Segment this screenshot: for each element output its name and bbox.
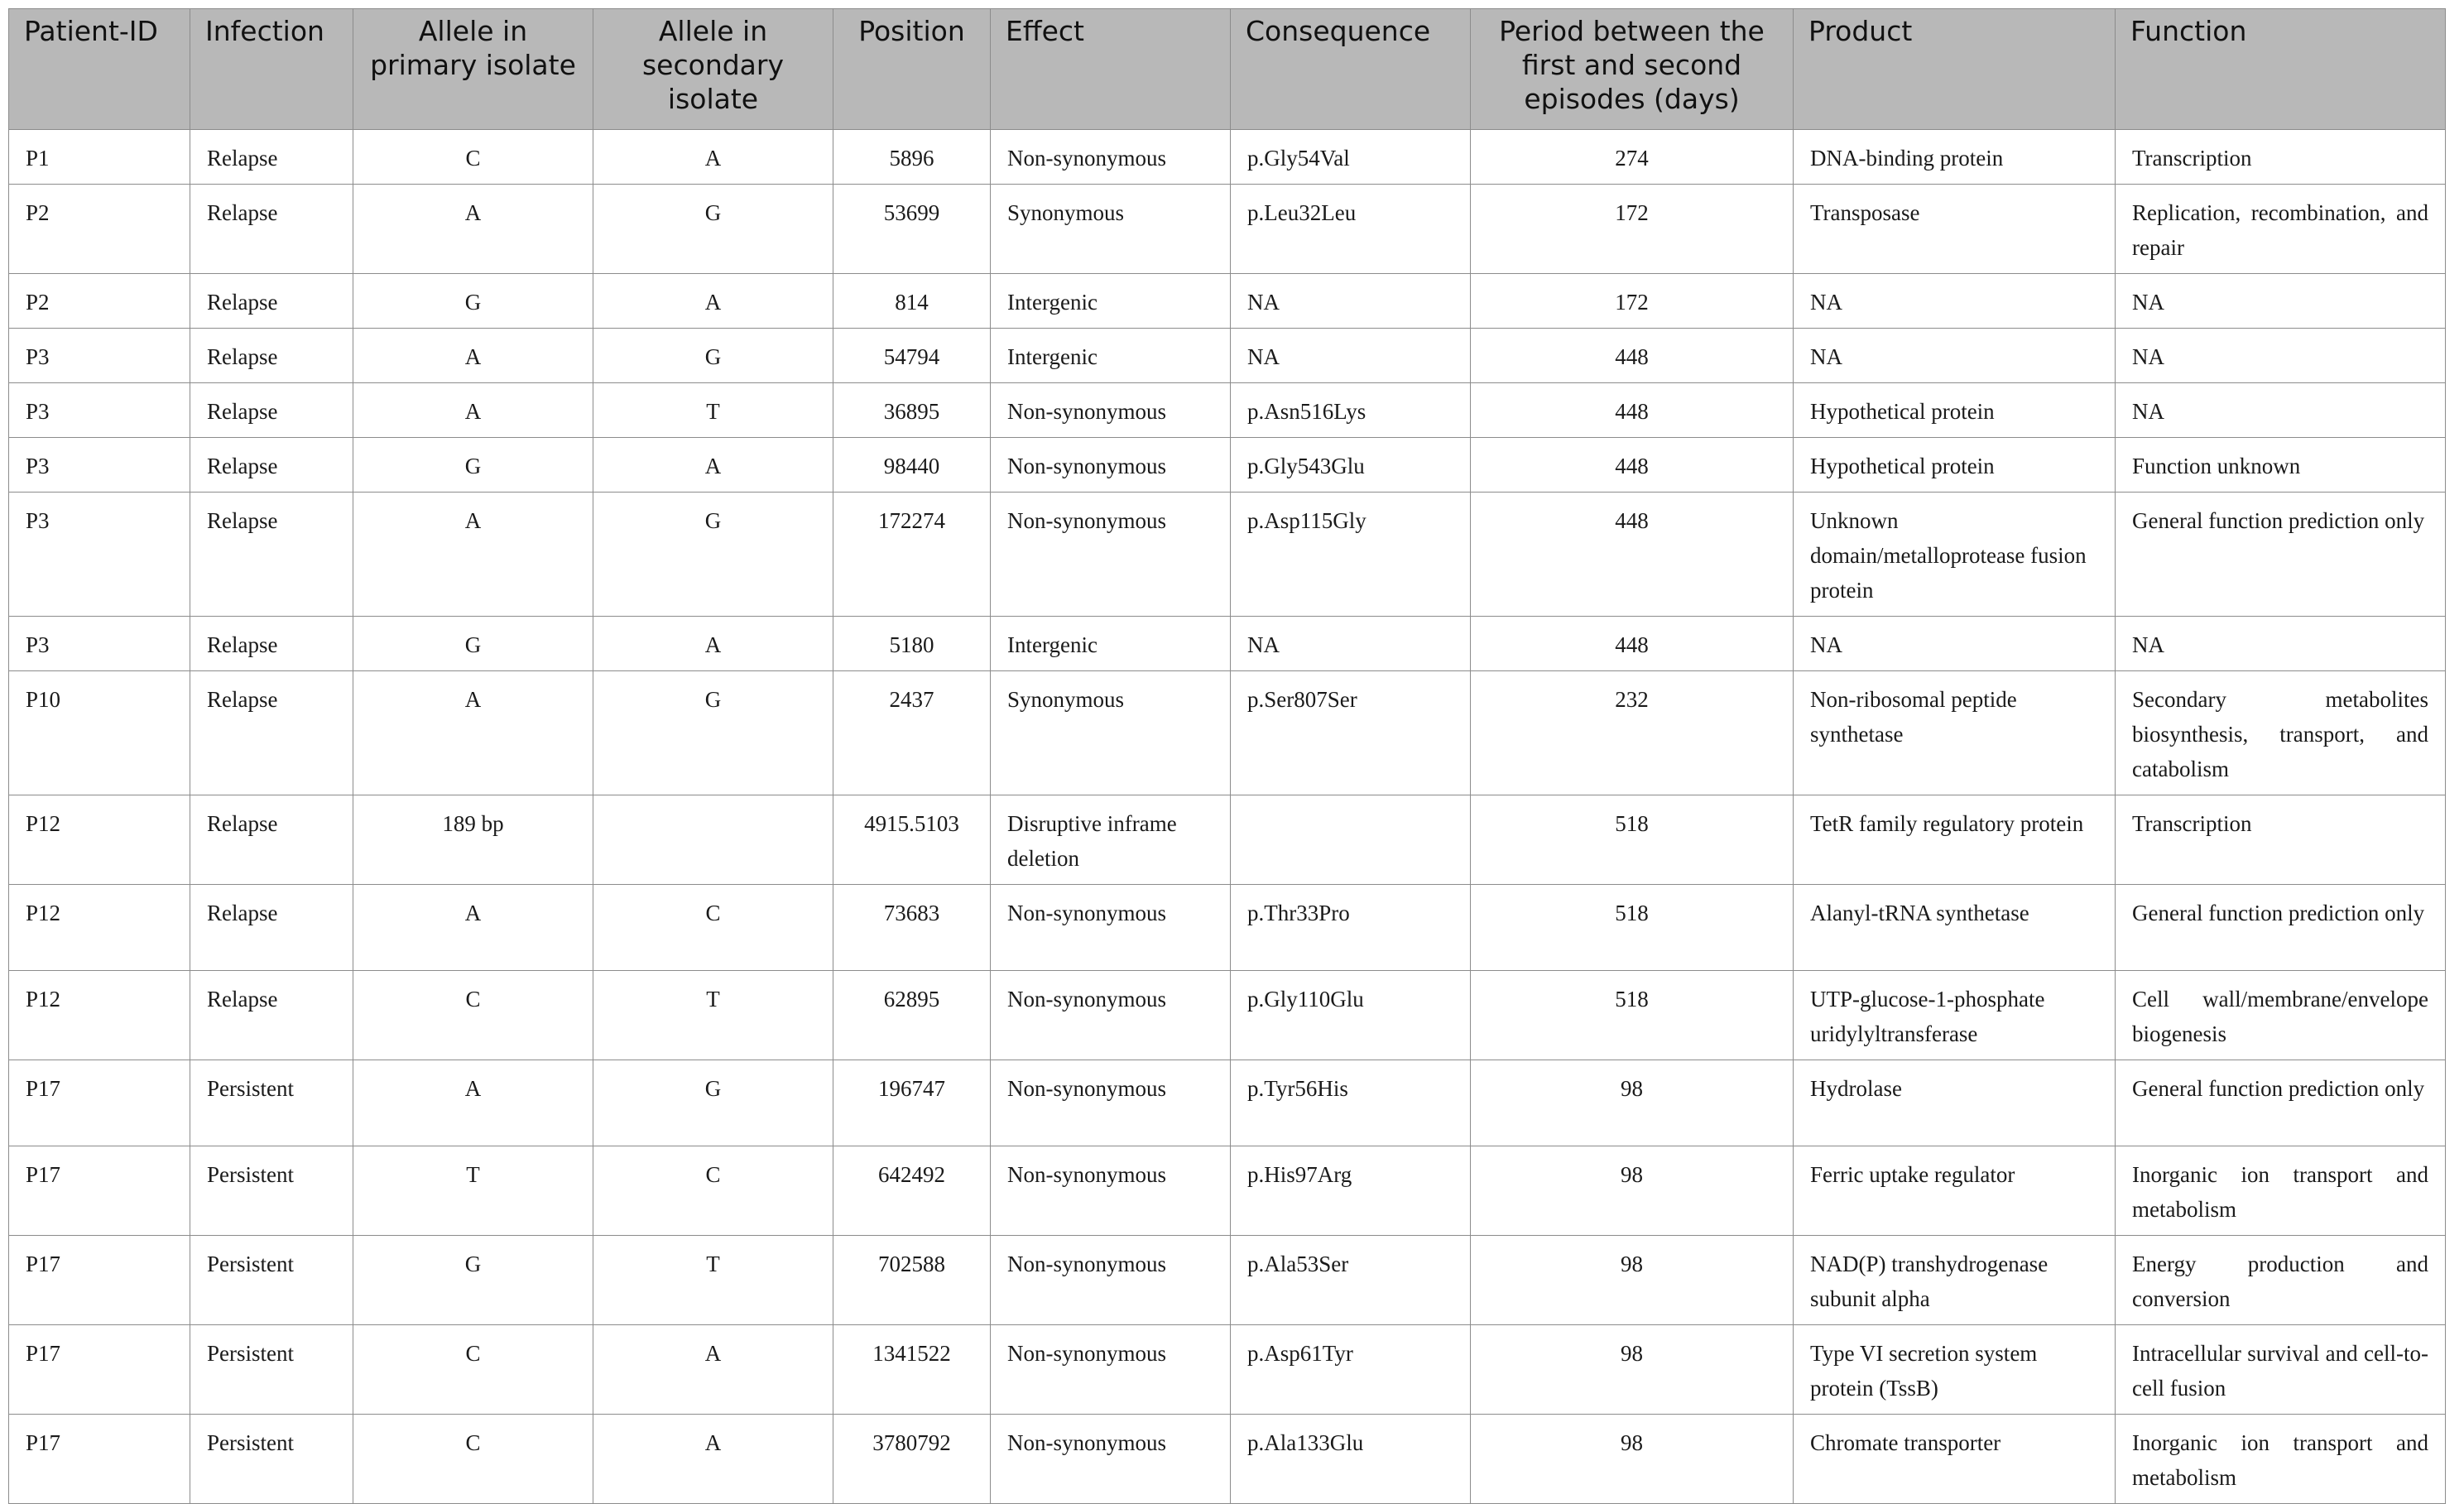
cell-infection: Relapse (190, 185, 353, 274)
cell-position: 814 (833, 274, 991, 329)
header-function: Function (2116, 9, 2446, 130)
cell-position: 172274 (833, 493, 991, 617)
cell-function: Function unknown (2116, 438, 2446, 493)
cell-position: 5180 (833, 617, 991, 671)
header-infection: Infection (190, 9, 353, 130)
cell-patient-id: P17 (9, 1146, 190, 1236)
cell-consequence (1231, 795, 1471, 885)
cell-consequence: p.Thr33Pro (1231, 885, 1471, 971)
header-consequence: Consequence (1231, 9, 1471, 130)
cell-allele-secondary: A (593, 1415, 833, 1504)
cell-position: 36895 (833, 383, 991, 438)
table-row (9, 671, 2446, 795)
cell-infection: Persistent (190, 1060, 353, 1146)
cell-position: 2437 (833, 671, 991, 795)
header-allele-secondary: Allele in secondary isolate (593, 9, 833, 130)
cell-allele-secondary: C (593, 1146, 833, 1236)
header-product: Product (1794, 9, 2116, 130)
cell-position: 4915.5103 (833, 795, 991, 885)
cell-consequence: p.Tyr56His (1231, 1060, 1471, 1146)
table-row (9, 274, 2446, 329)
cell-position: 98440 (833, 438, 991, 493)
cell-period: 98 (1471, 1060, 1794, 1146)
cell-effect: Non-synonymous (991, 1060, 1231, 1146)
cell-function: General function prediction only (2116, 493, 2446, 617)
cell-allele-primary: A (353, 185, 593, 274)
cell-consequence: p.Asp61Tyr (1231, 1325, 1471, 1415)
cell-allele-primary: 189 bp (353, 795, 593, 885)
table-row (9, 493, 2446, 617)
table-row (9, 617, 2446, 671)
cell-effect: Synonymous (991, 185, 1231, 274)
table-row (9, 1060, 2446, 1146)
cell-allele-secondary: A (593, 438, 833, 493)
cell-period: 518 (1471, 885, 1794, 971)
cell-infection: Relapse (190, 885, 353, 971)
cell-function: General function prediction only (2116, 885, 2446, 971)
cell-function: Intracellular survival and cell-to-cell fusion (2116, 1325, 2446, 1415)
cell-function: Inorganic ion transport and metabolism (2116, 1415, 2446, 1504)
cell-allele-primary: A (353, 885, 593, 971)
cell-allele-secondary: G (593, 671, 833, 795)
table-row (9, 971, 2446, 1060)
cell-product: NA (1794, 617, 2116, 671)
cell-function: Transcription (2116, 795, 2446, 885)
table-body (9, 130, 2446, 1504)
cell-allele-secondary (593, 795, 833, 885)
cell-product: Transposase (1794, 185, 2116, 274)
cell-position: 5896 (833, 130, 991, 185)
cell-infection: Relapse (190, 671, 353, 795)
cell-effect: Intergenic (991, 617, 1231, 671)
table-row (9, 1415, 2446, 1504)
cell-consequence: p.Asp115Gly (1231, 493, 1471, 617)
cell-allele-primary: C (353, 1325, 593, 1415)
cell-product: Non-ribosomal peptide synthetase (1794, 671, 2116, 795)
cell-patient-id: P17 (9, 1415, 190, 1504)
cell-allele-secondary: T (593, 971, 833, 1060)
cell-consequence: NA (1231, 329, 1471, 383)
cell-infection: Relapse (190, 438, 353, 493)
cell-effect: Disruptive inframe deletion (991, 795, 1231, 885)
cell-effect: Non-synonymous (991, 1146, 1231, 1236)
cell-function: Secondary metabolites biosynthesis, transport, and catabolism (2116, 671, 2446, 795)
cell-allele-primary: C (353, 971, 593, 1060)
cell-patient-id: P17 (9, 1060, 190, 1146)
cell-patient-id: P12 (9, 971, 190, 1060)
cell-position: 73683 (833, 885, 991, 971)
cell-allele-secondary: C (593, 885, 833, 971)
cell-effect: Non-synonymous (991, 130, 1231, 185)
cell-patient-id: P3 (9, 438, 190, 493)
cell-product: Chromate transporter (1794, 1415, 2116, 1504)
cell-allele-secondary: G (593, 329, 833, 383)
cell-infection: Relapse (190, 383, 353, 438)
cell-patient-id: P3 (9, 383, 190, 438)
cell-allele-secondary: A (593, 617, 833, 671)
cell-allele-primary: G (353, 1236, 593, 1325)
cell-function: NA (2116, 274, 2446, 329)
cell-allele-primary: G (353, 438, 593, 493)
cell-product: NA (1794, 329, 2116, 383)
cell-consequence: p.Leu32Leu (1231, 185, 1471, 274)
header-position: Position (833, 9, 991, 130)
cell-consequence: p.His97Arg (1231, 1146, 1471, 1236)
cell-infection: Relapse (190, 130, 353, 185)
cell-infection: Relapse (190, 617, 353, 671)
cell-consequence: p.Ala53Ser (1231, 1236, 1471, 1325)
cell-product: NAD(P) transhydrogenase subunit alpha (1794, 1236, 2116, 1325)
cell-effect: Non-synonymous (991, 1325, 1231, 1415)
cell-function: Replication, recombination, and repair (2116, 185, 2446, 274)
cell-function: General function prediction only (2116, 1060, 2446, 1146)
header-period: Period between the first and second episodes (days) (1471, 9, 1794, 130)
cell-allele-primary: T (353, 1146, 593, 1236)
cell-effect: Intergenic (991, 274, 1231, 329)
cell-allele-secondary: A (593, 130, 833, 185)
cell-infection: Persistent (190, 1146, 353, 1236)
cell-allele-primary: G (353, 274, 593, 329)
table-row (9, 1325, 2446, 1415)
cell-patient-id: P3 (9, 493, 190, 617)
cell-patient-id: P17 (9, 1236, 190, 1325)
cell-patient-id: P17 (9, 1325, 190, 1415)
cell-function: Transcription (2116, 130, 2446, 185)
cell-patient-id: P3 (9, 329, 190, 383)
table-header (9, 9, 2446, 130)
cell-infection: Relapse (190, 274, 353, 329)
cell-position: 62895 (833, 971, 991, 1060)
cell-patient-id: P12 (9, 795, 190, 885)
cell-allele-secondary: T (593, 383, 833, 438)
cell-infection: Relapse (190, 971, 353, 1060)
cell-period: 98 (1471, 1325, 1794, 1415)
mutation-table (8, 8, 2446, 1504)
cell-patient-id: P1 (9, 130, 190, 185)
cell-patient-id: P2 (9, 274, 190, 329)
cell-consequence: p.Ser807Ser (1231, 671, 1471, 795)
cell-function: Cell wall/membrane/envelope biogenesis (2116, 971, 2446, 1060)
cell-period: 98 (1471, 1146, 1794, 1236)
cell-allele-primary: A (353, 383, 593, 438)
cell-period: 172 (1471, 274, 1794, 329)
table-row (9, 329, 2446, 383)
cell-period: 98 (1471, 1415, 1794, 1504)
header-effect: Effect (991, 9, 1231, 130)
cell-consequence: NA (1231, 274, 1471, 329)
cell-product: Ferric uptake regulator (1794, 1146, 2116, 1236)
cell-patient-id: P10 (9, 671, 190, 795)
cell-infection: Relapse (190, 493, 353, 617)
cell-position: 642492 (833, 1146, 991, 1236)
cell-effect: Non-synonymous (991, 885, 1231, 971)
header-row (9, 9, 2446, 130)
cell-period: 518 (1471, 795, 1794, 885)
cell-period: 448 (1471, 383, 1794, 438)
cell-position: 702588 (833, 1236, 991, 1325)
cell-product: Hypothetical protein (1794, 438, 2116, 493)
cell-allele-secondary: A (593, 1325, 833, 1415)
cell-allele-secondary: T (593, 1236, 833, 1325)
cell-consequence: p.Asn516Lys (1231, 383, 1471, 438)
cell-allele-secondary: G (593, 1060, 833, 1146)
cell-effect: Non-synonymous (991, 1236, 1231, 1325)
cell-consequence: NA (1231, 617, 1471, 671)
cell-product: Hypothetical protein (1794, 383, 2116, 438)
cell-allele-primary: C (353, 130, 593, 185)
table-row (9, 130, 2446, 185)
cell-period: 448 (1471, 438, 1794, 493)
cell-infection: Relapse (190, 329, 353, 383)
cell-allele-primary: A (353, 493, 593, 617)
cell-function: Energy production and conversion (2116, 1236, 2446, 1325)
cell-allele-secondary: G (593, 185, 833, 274)
cell-allele-secondary: A (593, 274, 833, 329)
cell-effect: Non-synonymous (991, 438, 1231, 493)
cell-patient-id: P3 (9, 617, 190, 671)
cell-period: 232 (1471, 671, 1794, 795)
cell-period: 98 (1471, 1236, 1794, 1325)
table-row (9, 438, 2446, 493)
cell-allele-primary: A (353, 1060, 593, 1146)
cell-allele-primary: A (353, 671, 593, 795)
cell-allele-secondary: G (593, 493, 833, 617)
mutation-table-container (8, 8, 2445, 1504)
cell-patient-id: P2 (9, 185, 190, 274)
cell-consequence: p.Gly54Val (1231, 130, 1471, 185)
table-row (9, 1236, 2446, 1325)
cell-effect: Intergenic (991, 329, 1231, 383)
cell-product: Hydrolase (1794, 1060, 2116, 1146)
cell-product: Unknown domain/metalloprotease fusion protein (1794, 493, 2116, 617)
cell-infection: Relapse (190, 795, 353, 885)
cell-consequence: p.Gly110Glu (1231, 971, 1471, 1060)
cell-infection: Persistent (190, 1325, 353, 1415)
cell-product: TetR family regulatory protein (1794, 795, 2116, 885)
cell-period: 518 (1471, 971, 1794, 1060)
cell-infection: Persistent (190, 1236, 353, 1325)
cell-position: 196747 (833, 1060, 991, 1146)
cell-effect: Non-synonymous (991, 493, 1231, 617)
cell-effect: Non-synonymous (991, 971, 1231, 1060)
cell-period: 274 (1471, 130, 1794, 185)
header-allele-primary: Allele in primary isolate (353, 9, 593, 130)
cell-function: Inorganic ion transport and metabolism (2116, 1146, 2446, 1236)
cell-position: 54794 (833, 329, 991, 383)
cell-period: 448 (1471, 493, 1794, 617)
cell-allele-primary: C (353, 1415, 593, 1504)
cell-effect: Synonymous (991, 671, 1231, 795)
cell-period: 172 (1471, 185, 1794, 274)
cell-function: NA (2116, 617, 2446, 671)
table-row (9, 795, 2446, 885)
cell-product: UTP-glucose-1-phosphate uridylyltransferase (1794, 971, 2116, 1060)
cell-function: NA (2116, 383, 2446, 438)
cell-product: Alanyl-tRNA synthetase (1794, 885, 2116, 971)
cell-patient-id: P12 (9, 885, 190, 971)
cell-position: 53699 (833, 185, 991, 274)
table-row (9, 185, 2446, 274)
cell-product: NA (1794, 274, 2116, 329)
cell-function: NA (2116, 329, 2446, 383)
table-row (9, 383, 2446, 438)
cell-position: 3780792 (833, 1415, 991, 1504)
cell-infection: Persistent (190, 1415, 353, 1504)
table-row (9, 885, 2446, 971)
header-patient-id: Patient-ID (9, 9, 190, 130)
cell-position: 1341522 (833, 1325, 991, 1415)
cell-allele-primary: A (353, 329, 593, 383)
cell-consequence: p.Gly543Glu (1231, 438, 1471, 493)
table-row (9, 1146, 2446, 1236)
cell-consequence: p.Ala133Glu (1231, 1415, 1471, 1504)
cell-allele-primary: G (353, 617, 593, 671)
cell-period: 448 (1471, 617, 1794, 671)
cell-effect: Non-synonymous (991, 383, 1231, 438)
cell-period: 448 (1471, 329, 1794, 383)
cell-product: Type VI secretion system protein (TssB) (1794, 1325, 2116, 1415)
cell-effect: Non-synonymous (991, 1415, 1231, 1504)
cell-product: DNA-binding protein (1794, 130, 2116, 185)
